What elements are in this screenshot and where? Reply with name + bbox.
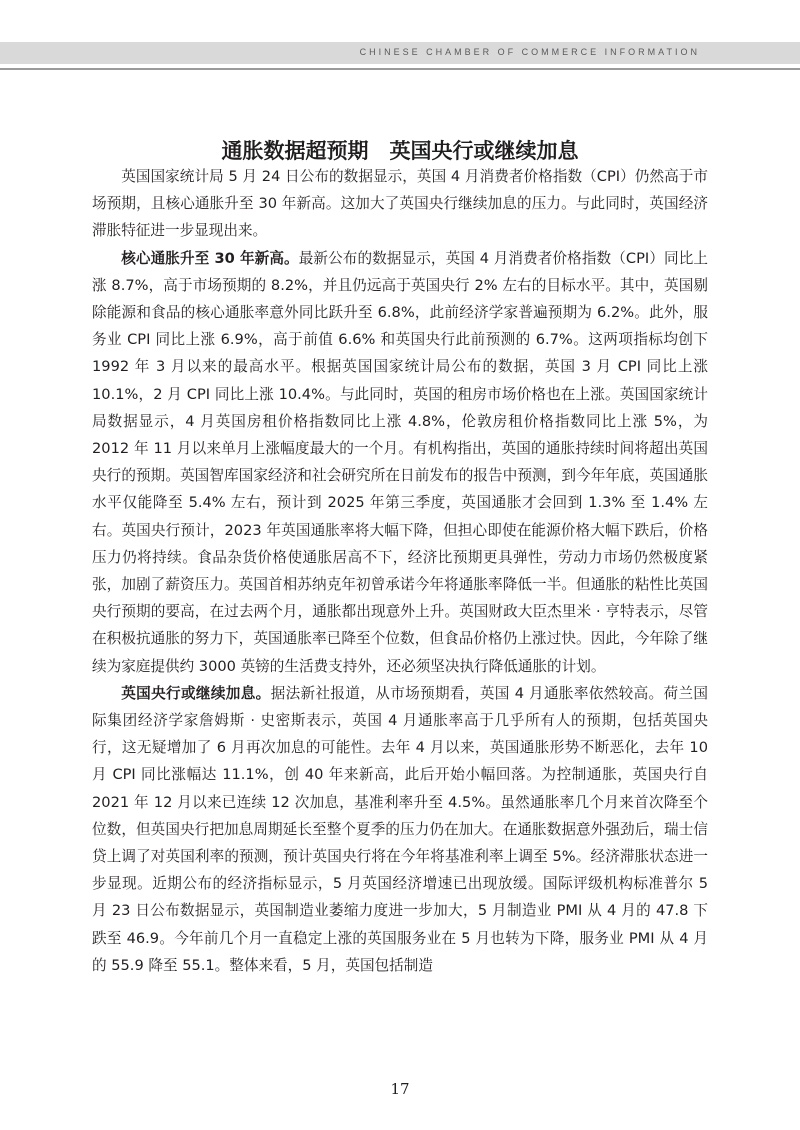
paragraph-text: 英国国家统计局 5 月 24 日公布的数据显示，英国 4 月消费者价格指数（CPI）仍然高于市场预期，且核心通胀升至 30 年新高。这加大了英国央行继续加息的压力。与此同时，英国经济滞胀特征进一步显现出来。 xyxy=(92,168,708,240)
paragraph-text: 据法新社报道，从市场预期看，英国 4 月通胀率依然较高。荷兰国际集团经济学家詹姆斯 · 史密斯表示，英国 4 月通胀率高于几乎所有人的预期，包括英国央行，这无疑增加了 6 月再次加息的可能性。去年 4 月以来，英国通胀形势不断恶化，去年 10 月 CPI 同比涨幅达 11.1%，创 40 年来新高，此后开始小幅回落。为控制通胀，英国央行自 2021 年 12 月以来已连续 12 次加息，基准利率升至 4.5%。虽然通胀率几个月来首次降至个位数，但英国央行把加息周期延长至整个夏季的压力仍在加大。在通胀数据意外强劲后，瑞士信贷上调了对英国利率的预测，预计英国央行将在今年将基准利率上调至 5%。经济滞胀状态进一步显现。近期公布的经济指标显示，5 月英国经济增速已出现放缓。国际评级机构标准普尔 5 月 23 日公布数据显示，英国制造业萎缩力度进一步加大，5 月制造业 PMI 从 4 月的 47.8 下跌至 46.9。今年前几个月一直稳定上涨的英国服务业在 5 月也转为下降，服务业 PMI 从 4 月的 55.9 降至 55.1。整体来看，5 月，英国包括制造 xyxy=(92,684,708,974)
paragraph-lead: 核心通胀升至 30 年新高。 xyxy=(121,249,299,267)
paragraph-intro xyxy=(92,163,708,245)
running-head: CHINESE CHAMBER OF COMMERCE INFORMATION xyxy=(359,47,700,57)
paragraph-core-inflation xyxy=(92,245,708,680)
paragraph-rate-hike xyxy=(92,680,708,979)
header-divider xyxy=(0,68,800,70)
page-number: 17 xyxy=(390,1080,410,1098)
article-body xyxy=(92,163,708,979)
paragraph-text: 最新公布的数据显示，英国 4 月消费者价格指数（CPI）同比上涨 8.7%，高于市场预期的 8.2%，并且仍远高于英国央行 2% 左右的目标水平。其中，英国剔除能源和食品的核心通胀率意外同比跃升至 6.8%，此前经济学家普遍预期为 6.2%。此外，服务业 CPI 同比上涨 6.9%，高于前值 6.6% 和英国央行此前预测的 6.7%。这两项指标均创下 1992 年 3 月以来的最高水平。根据英国国家统计局公布的数据，英国 3 月 CPI 同比上涨 10.1%，2 月 CPI 同比上涨 10.4%。与此同时，英国的租房市场价格也在上涨。英国国家统计局数据显示，4 月英国房租价格指数同比上涨 4.8%，伦敦房租价格指数同比上涨 5%，为 2012 年 11 月以来单月上涨幅度最大的一个月。有机构指出，英国的通胀持续时间将超出英国央行的预期。英国智库国家经济和社会研究所在日前发布的报告中预测，到今年年底，英国通胀水平仅能降至 5.4% 左右，预计到 2025 年第三季度，英国通胀才会回到 1.3% 至 1.4% 左右。英国央行预计，2023 年英国通胀率将大幅下降，但担心即使在能源价格大幅下跌后，价格压力仍将持续。食品杂货价格使通胀居高不下，经济比预期更具弹性，劳动力市场仍然极度紧张，加剧了薪资压力。英国首相苏纳克年初曾承诺今年将通胀率降低一半。但通胀的粘性比英国央行预期的要高，在过去两个月，通胀都出现意外上升。英国财政大臣杰里米 · 亨特表示，尽管在积极抗通胀的努力下，英国通胀率已降至个位数，但食品价格仍上涨过快。因此，今年除了继续为家庭提供约 3000 英镑的生活费支持外，还必须坚决执行降低通胀的计划。 xyxy=(92,249,708,675)
article-title: 通胀数据超预期 英国央行或继续加息 xyxy=(221,139,579,164)
paragraph-lead: 英国央行或继续加息。 xyxy=(121,684,271,702)
